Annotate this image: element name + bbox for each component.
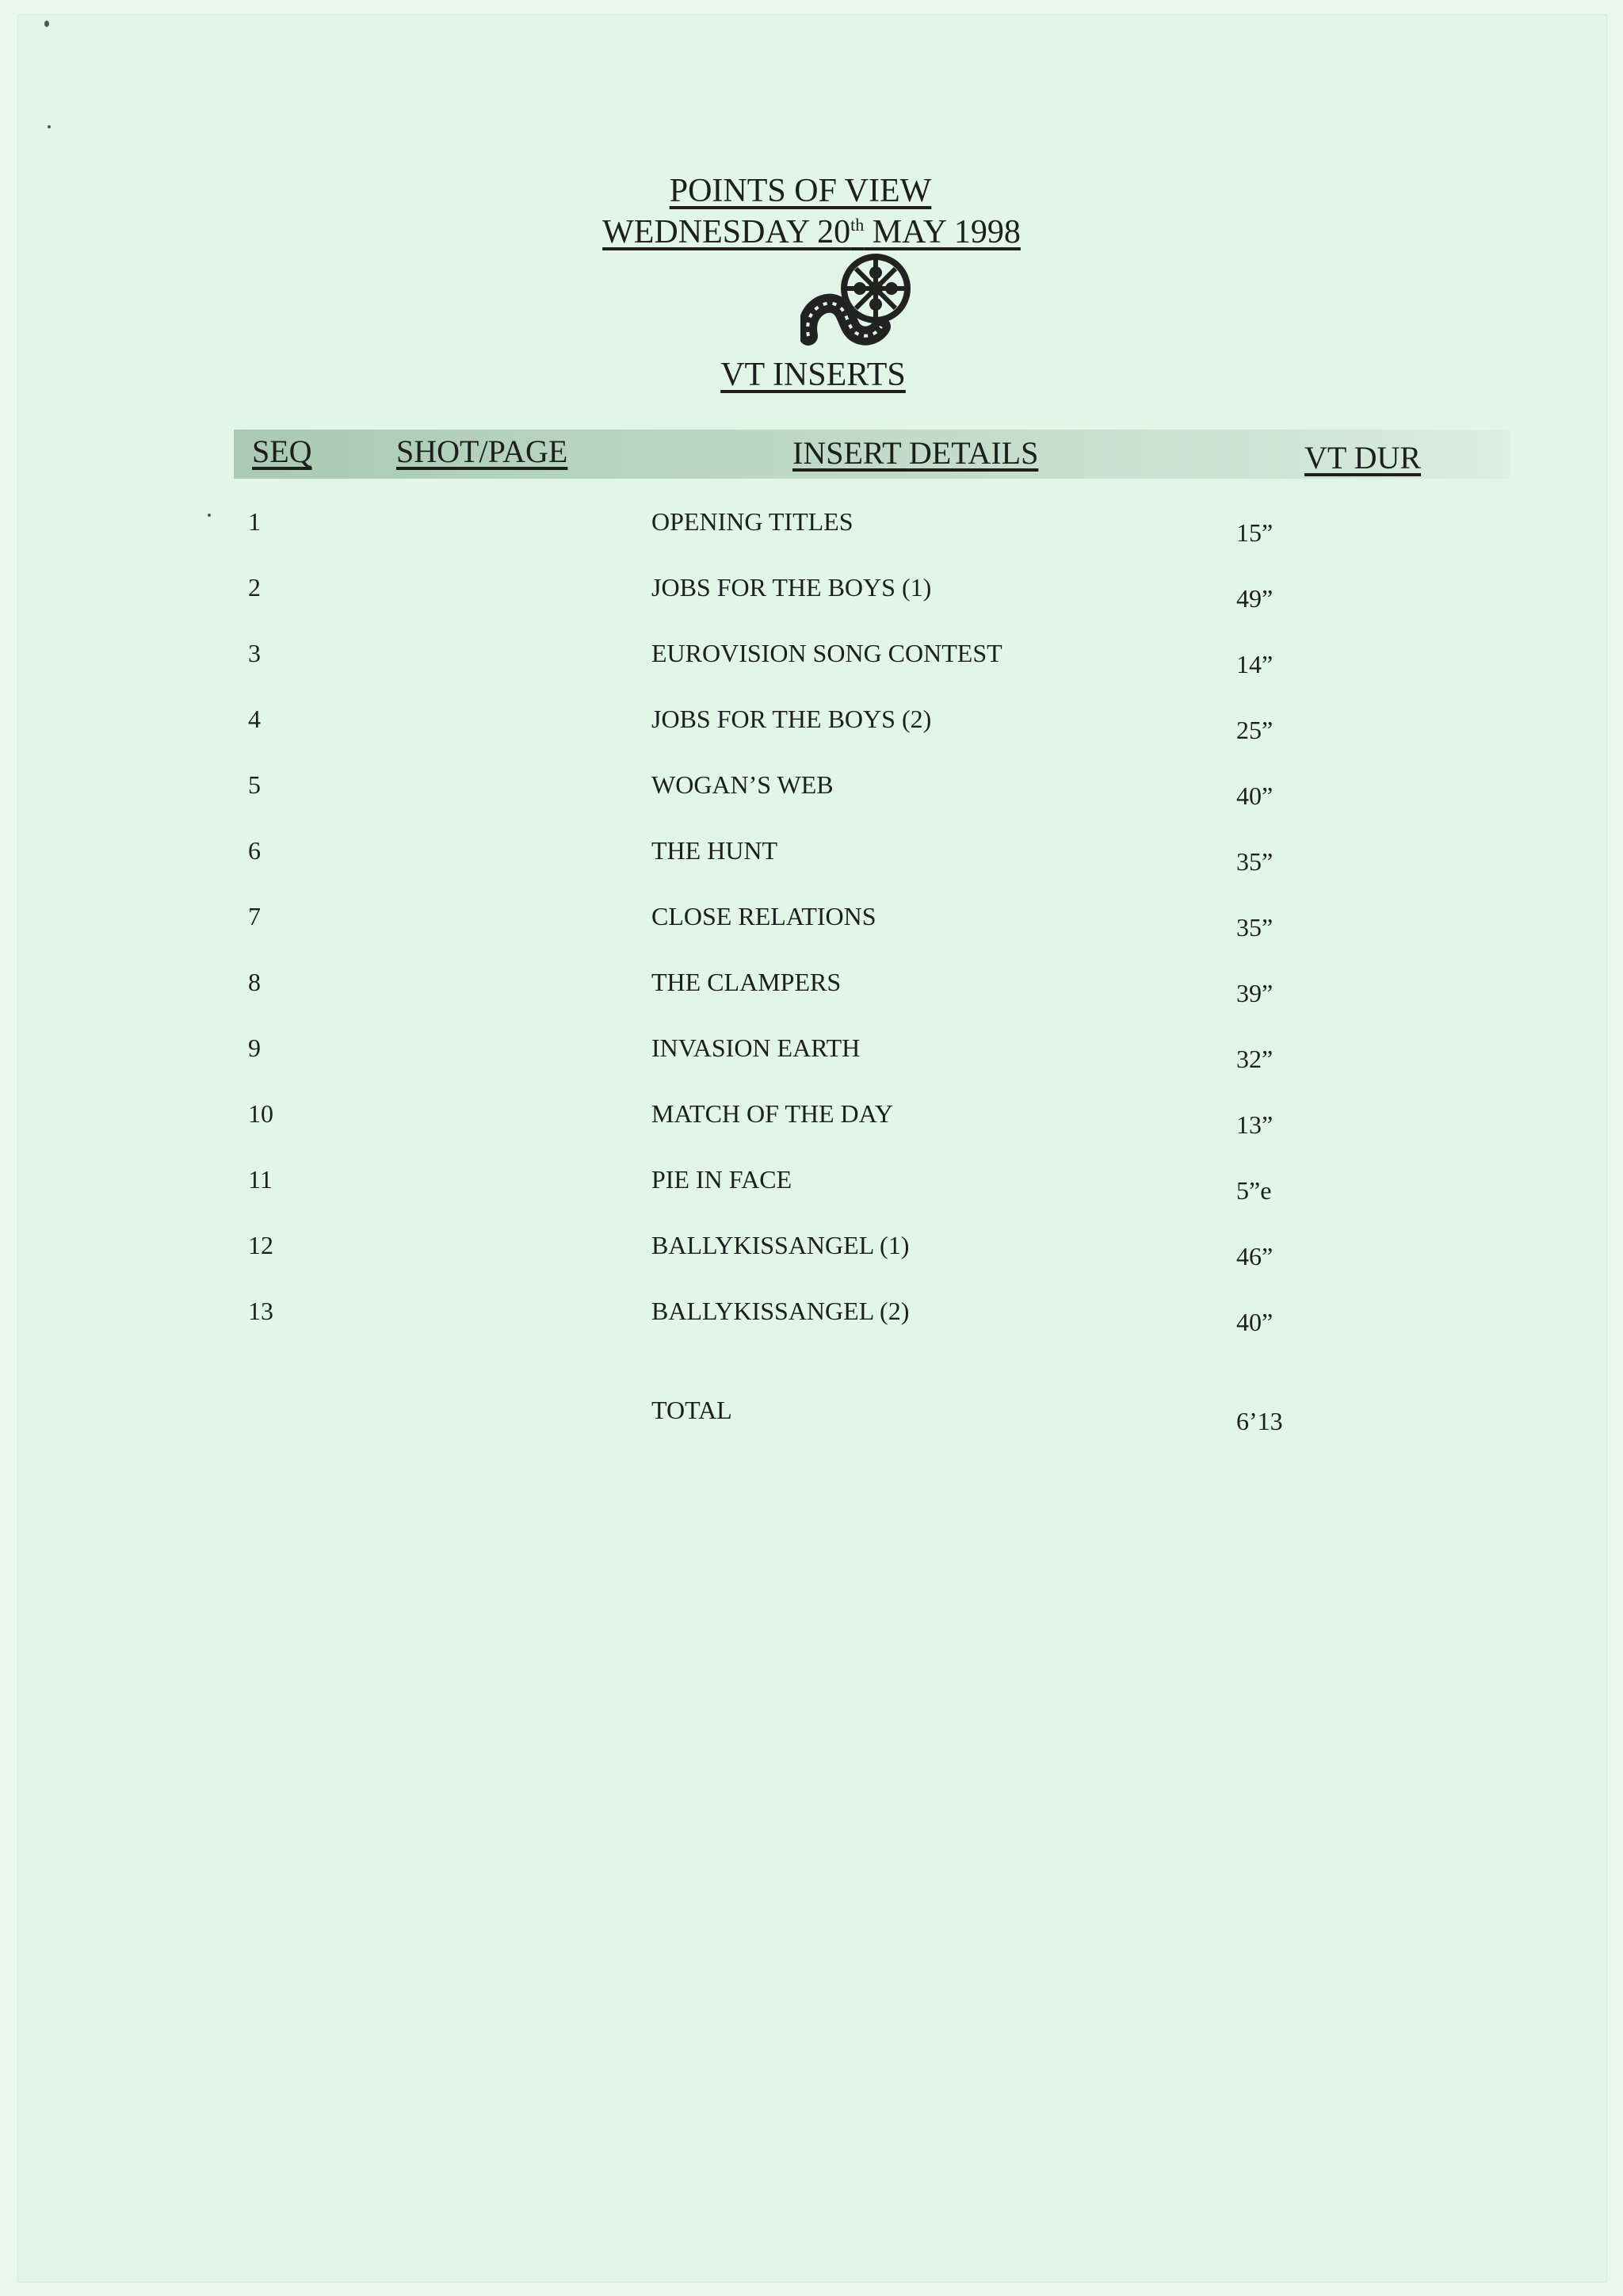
row-seq: 9 <box>248 1033 261 1062</box>
table-row <box>0 1035 1623 1075</box>
table-row <box>0 1298 1623 1338</box>
document-title: POINTS OF VIEW <box>669 173 932 209</box>
total-row <box>0 1397 1623 1437</box>
row-duration: 32” <box>1236 1045 1274 1073</box>
scan-speck <box>44 21 49 27</box>
row-details: PIE IN FACE <box>651 1165 792 1194</box>
row-seq: 7 <box>248 902 261 930</box>
row-details: INVASION EARTH <box>651 1033 861 1062</box>
total-value: 6’13 <box>1236 1407 1283 1435</box>
row-details: BALLYKISSANGEL (2) <box>651 1297 910 1325</box>
document-date <box>602 216 1021 249</box>
row-seq: 11 <box>248 1165 273 1194</box>
row-seq: 2 <box>248 573 261 602</box>
row-details: JOBS FOR THE BOYS (2) <box>651 705 932 733</box>
table-row <box>0 575 1623 614</box>
row-seq: 10 <box>248 1099 273 1128</box>
row-duration: 39” <box>1236 979 1274 1007</box>
scan-speck <box>208 514 211 517</box>
row-details: THE HUNT <box>651 836 778 865</box>
row-seq: 13 <box>248 1297 273 1325</box>
table-row <box>0 706 1623 746</box>
total-label: TOTAL <box>651 1396 732 1424</box>
row-details: EUROVISION SONG CONTEST <box>651 639 1002 667</box>
header-seq: SEQ <box>252 434 312 469</box>
table-row <box>0 772 1623 812</box>
row-details: MATCH OF THE DAY <box>651 1099 893 1128</box>
row-duration: 14” <box>1236 650 1274 678</box>
date-prefix: WEDNESDAY 20 <box>602 214 851 250</box>
table-row <box>0 838 1623 877</box>
row-seq: 12 <box>248 1231 273 1259</box>
row-duration: 46” <box>1236 1242 1274 1270</box>
row-seq: 1 <box>248 507 261 536</box>
date-rest: MAY 1998 <box>864 214 1021 250</box>
row-duration: 49” <box>1236 584 1274 613</box>
table-row <box>0 509 1623 548</box>
row-details: OPENING TITLES <box>651 507 854 536</box>
row-duration: 5”e <box>1236 1176 1272 1205</box>
row-duration: 40” <box>1236 1308 1274 1336</box>
row-duration: 35” <box>1236 847 1274 876</box>
table-row <box>0 969 1623 1009</box>
row-seq: 5 <box>248 770 261 799</box>
row-details: THE CLAMPERS <box>651 968 842 996</box>
table-row <box>0 1167 1623 1206</box>
film-reel-icon <box>800 247 919 362</box>
date-ordinal: th <box>850 215 865 235</box>
row-details: BALLYKISSANGEL (1) <box>651 1231 910 1259</box>
row-duration: 35” <box>1236 913 1274 942</box>
row-seq: 3 <box>248 639 261 667</box>
scan-speck <box>48 125 51 128</box>
row-duration: 25” <box>1236 716 1274 744</box>
document-subtitle: VT INSERTS <box>720 357 906 393</box>
header-vt-dur: VT DUR <box>1304 440 1422 476</box>
table-row <box>0 1101 1623 1140</box>
row-details: WOGAN’S WEB <box>651 770 834 799</box>
row-seq: 8 <box>248 968 261 996</box>
row-duration: 13” <box>1236 1110 1274 1139</box>
table-row <box>0 640 1623 680</box>
row-seq: 4 <box>248 705 261 733</box>
row-details: JOBS FOR THE BOYS (1) <box>651 573 932 602</box>
row-duration: 40” <box>1236 781 1274 810</box>
table-row <box>0 1232 1623 1272</box>
header-insert-details: INSERT DETAILS <box>792 435 1039 471</box>
table-row <box>0 904 1623 943</box>
header-shot-page: SHOT/PAGE <box>396 434 568 469</box>
row-details: CLOSE RELATIONS <box>651 902 876 930</box>
row-seq: 6 <box>248 836 261 865</box>
row-duration: 15” <box>1236 518 1274 547</box>
